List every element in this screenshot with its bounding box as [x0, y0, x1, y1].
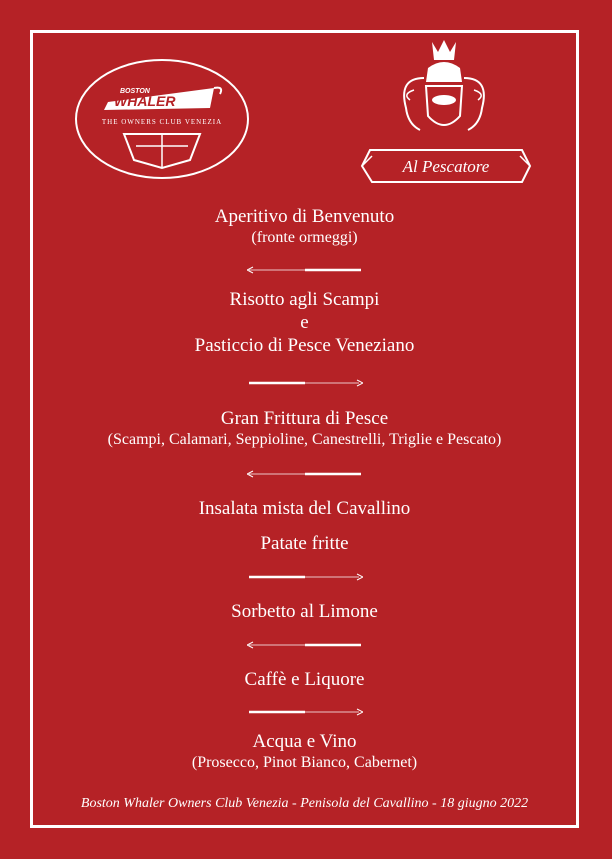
course-line: Patate fritte [260, 533, 349, 554]
boston-whaler-logo [74, 58, 250, 180]
course-line: Pasticcio di Pesce Veneziano [194, 335, 415, 356]
divider-arrow [247, 470, 363, 478]
course-bevande [33, 730, 576, 773]
crest-banner-text: Al Pescatore [402, 157, 490, 176]
footer-event-info: Boston Whaler Owners Club Venezia - Penisola del Cavallino - 18 giugno 2022 [80, 796, 529, 811]
course-aperitivo [33, 205, 576, 248]
course-title: Gran Frittura di Pesce [220, 408, 389, 429]
logo-brand: WHALER [114, 93, 176, 109]
course-line: Risotto agli Scampi [229, 289, 380, 310]
logo-subtitle: THE OWNERS CLUB VENEZIA [101, 118, 223, 126]
course-line: e [300, 312, 309, 333]
course-primi [33, 288, 576, 357]
course-title: Aperitivo di Benvenuto [214, 206, 395, 227]
logo-brand-small: BOSTON [120, 88, 150, 95]
course-title: Caffè e Liquore [244, 669, 365, 690]
divider-arrow [247, 641, 363, 649]
course-contorni [33, 497, 576, 555]
course-note: (fronte ormeggi) [251, 229, 358, 246]
course-frittura [33, 407, 576, 450]
al-pescatore-crest-logo [358, 38, 536, 188]
course-title: Acqua e Vino [252, 731, 357, 752]
divider-arrow [247, 573, 363, 581]
course-title: Sorbetto al Limone [231, 601, 378, 622]
divider-arrow [247, 708, 363, 716]
course-caffe [33, 668, 576, 691]
course-note: (Prosecco, Pinot Bianco, Cabernet) [191, 754, 418, 771]
course-sorbetto [33, 600, 576, 623]
divider-arrow [247, 266, 363, 274]
course-note: (Scampi, Calamari, Seppioline, Canestrelli, Triglie e Pescato) [107, 431, 502, 448]
course-line: Insalata mista del Cavallino [198, 498, 411, 519]
divider-arrow [247, 379, 363, 387]
